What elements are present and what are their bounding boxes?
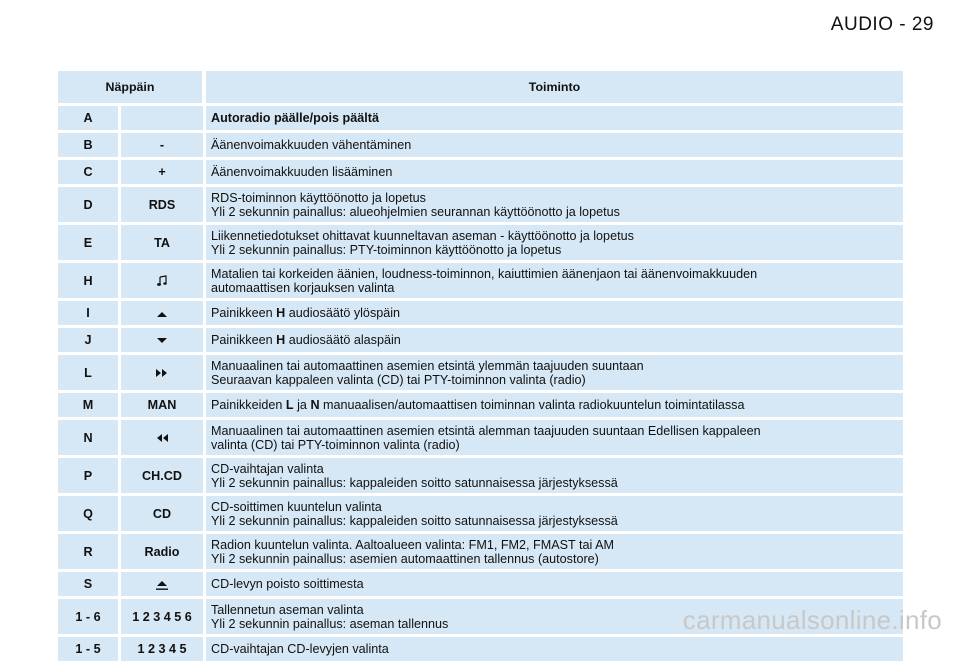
function-line <box>211 373 898 387</box>
function-text: Liikennetiedotukset ohittavat kuunneltavan aseman - käyttöönotto ja lopetus <box>211 228 634 243</box>
function-cell <box>206 301 903 325</box>
function-text: audiosäätö alaspäin <box>285 333 401 347</box>
function-text: Painikkeen <box>211 333 277 347</box>
function-cell <box>206 187 903 222</box>
key-cell: M <box>58 393 121 417</box>
function-text: Manuaalinen tai automaattinen asemien etsintä alemman taajuuden suuntaan Edellisen kappaleen <box>211 423 761 438</box>
key-cell: C <box>58 160 121 184</box>
function-cell <box>206 420 903 455</box>
table-row <box>58 637 903 661</box>
function-text: Autoradio päälle/pois päältä <box>211 111 379 125</box>
watermark: carmanualsonline.info <box>682 605 942 635</box>
function-cell <box>206 393 903 417</box>
function-line <box>211 577 898 591</box>
function-cell <box>206 637 903 661</box>
arrow-up-icon <box>156 306 168 320</box>
symbol-cell: 1 2 3 4 5 6 <box>121 599 206 634</box>
symbol-cell: - <box>121 133 206 157</box>
table-row <box>58 572 903 596</box>
function-cell <box>206 160 903 184</box>
key-reference: H <box>276 306 286 320</box>
function-line <box>211 552 898 566</box>
symbol-cell <box>121 106 206 130</box>
symbol-cell: TA <box>121 225 206 260</box>
table-header-row <box>58 71 903 103</box>
table-row <box>58 225 903 260</box>
table-row <box>58 496 903 531</box>
function-line <box>211 333 898 347</box>
keys-table-wrapper <box>58 68 903 664</box>
symbol-cell <box>121 263 206 298</box>
key-cell: Q <box>58 496 121 531</box>
eject-icon <box>154 577 170 591</box>
function-cell <box>206 355 903 390</box>
function-line <box>211 138 898 152</box>
function-line <box>211 229 898 243</box>
music-note-icon <box>156 274 168 288</box>
function-line <box>211 306 898 320</box>
function-text: Radion kuuntelun valinta. Aaltoalueen valinta: FM1, FM2, FMAST tai AM <box>211 537 614 552</box>
function-line <box>211 205 898 219</box>
function-cell <box>206 263 903 298</box>
function-text: Manuaalinen tai automaattinen asemien etsintä ylemmän taajuuden suuntaan <box>211 358 644 373</box>
table-row <box>58 393 903 417</box>
table-row <box>58 534 903 569</box>
function-line <box>211 359 898 373</box>
function-text: Yli 2 sekunnin painallus: asemien automaattinen tallennus (autostore) <box>211 551 599 566</box>
function-text: Äänenvoimakkuuden lisääminen <box>211 165 393 179</box>
function-text: Matalien tai korkeiden äänien, loudness-toiminnon, kaiuttimien äänenjaon tai äänenvoimakkuuden <box>211 266 758 281</box>
function-line <box>211 281 898 295</box>
table-row <box>58 160 903 184</box>
function-text: Tallennetun aseman valinta <box>211 602 364 617</box>
arrow-down-icon <box>156 333 168 347</box>
function-line <box>211 165 898 179</box>
key-cell: B <box>58 133 121 157</box>
symbol-cell: CH.CD <box>121 458 206 493</box>
key-cell: D <box>58 187 121 222</box>
rewind-icon <box>155 431 169 445</box>
function-text: audiosäätö ylöspäin <box>285 306 401 320</box>
function-line <box>211 398 898 412</box>
function-line <box>211 514 898 528</box>
function-line <box>211 191 898 205</box>
key-reference: L <box>285 398 294 412</box>
function-cell <box>206 328 903 352</box>
function-text: CD-vaihtajan CD-levyjen valinta <box>211 642 389 656</box>
symbol-cell <box>121 328 206 352</box>
function-text: CD-soittimen kuuntelun valinta <box>211 499 382 514</box>
function-cell <box>206 133 903 157</box>
key-cell: P <box>58 458 121 493</box>
page-header: AUDIO - 29 <box>830 14 934 35</box>
function-text: Yli 2 sekunnin painallus: alueohjelmien seurannan käyttöönotto ja lopetus <box>211 204 620 219</box>
function-text: Yli 2 sekunnin painallus: aseman tallennus <box>211 616 449 631</box>
function-line <box>211 538 898 552</box>
key-reference: H <box>276 333 286 347</box>
table-row <box>58 458 903 493</box>
key-cell: N <box>58 420 121 455</box>
symbol-cell <box>121 420 206 455</box>
symbol-cell <box>121 355 206 390</box>
key-reference: N <box>310 398 320 412</box>
key-cell: 1 - 5 <box>58 637 121 661</box>
keys-table <box>58 68 903 664</box>
function-line <box>211 462 898 476</box>
function-cell <box>206 106 903 130</box>
function-text: Painikkeen <box>211 306 277 320</box>
key-cell: E <box>58 225 121 260</box>
table-row <box>58 328 903 352</box>
function-text: RDS-toiminnon käyttöönotto ja lopetus <box>211 190 426 205</box>
table-row <box>58 355 903 390</box>
symbol-cell: + <box>121 160 206 184</box>
function-text: CD-levyn poisto soittimesta <box>211 577 364 591</box>
key-cell: H <box>58 263 121 298</box>
function-text: manuaalisen/automaattisen toiminnan valinta radiokuuntelun toimintatilassa <box>319 398 745 412</box>
key-cell: I <box>58 301 121 325</box>
function-line <box>211 111 898 125</box>
symbol-cell <box>121 572 206 596</box>
function-text: Yli 2 sekunnin painallus: PTY-toiminnon käyttöönotto ja lopetus <box>211 242 562 257</box>
function-line <box>211 424 898 438</box>
table-row <box>58 106 903 130</box>
symbol-cell: 1 2 3 4 5 <box>121 637 206 661</box>
header-key: Näppäin <box>58 71 206 103</box>
fast-forward-icon <box>155 366 169 380</box>
key-cell: L <box>58 355 121 390</box>
function-cell <box>206 225 903 260</box>
function-line <box>211 243 898 257</box>
symbol-cell: CD <box>121 496 206 531</box>
function-cell <box>206 534 903 569</box>
table-row <box>58 301 903 325</box>
table-row <box>58 187 903 222</box>
function-line <box>211 500 898 514</box>
function-text: Yli 2 sekunnin painallus: kappaleiden soitto satunnaisessa järjestyksessä <box>211 475 618 490</box>
symbol-cell: RDS <box>121 187 206 222</box>
function-cell <box>206 496 903 531</box>
key-cell: 1 - 6 <box>58 599 121 634</box>
header-function: Toiminto <box>206 71 903 103</box>
key-cell: A <box>58 106 121 130</box>
key-cell: J <box>58 328 121 352</box>
symbol-cell <box>121 301 206 325</box>
function-text: Yli 2 sekunnin painallus: kappaleiden soitto satunnaisessa järjestyksessä <box>211 513 618 528</box>
symbol-cell: Radio <box>121 534 206 569</box>
key-cell: S <box>58 572 121 596</box>
function-text: Painikkeiden <box>211 398 286 412</box>
table-body <box>58 106 903 661</box>
function-line <box>211 642 898 656</box>
symbol-cell: MAN <box>121 393 206 417</box>
table-row <box>58 420 903 455</box>
function-text: Seuraavan kappaleen valinta (CD) tai PTY-toiminnon valinta (radio) <box>211 372 586 387</box>
function-cell <box>206 458 903 493</box>
function-line <box>211 267 898 281</box>
function-line <box>211 476 898 490</box>
function-text: Äänenvoimakkuuden vähentäminen <box>211 138 412 152</box>
function-text: CD-vaihtajan valinta <box>211 461 324 476</box>
function-text: ja <box>293 398 311 412</box>
function-text: valinta (CD) tai PTY-toiminnon valinta (radio) <box>211 437 460 452</box>
table-row <box>58 263 903 298</box>
function-text: automaattisen korjauksen valinta <box>211 280 395 295</box>
function-cell <box>206 572 903 596</box>
key-cell: R <box>58 534 121 569</box>
function-line <box>211 438 898 452</box>
table-row <box>58 133 903 157</box>
